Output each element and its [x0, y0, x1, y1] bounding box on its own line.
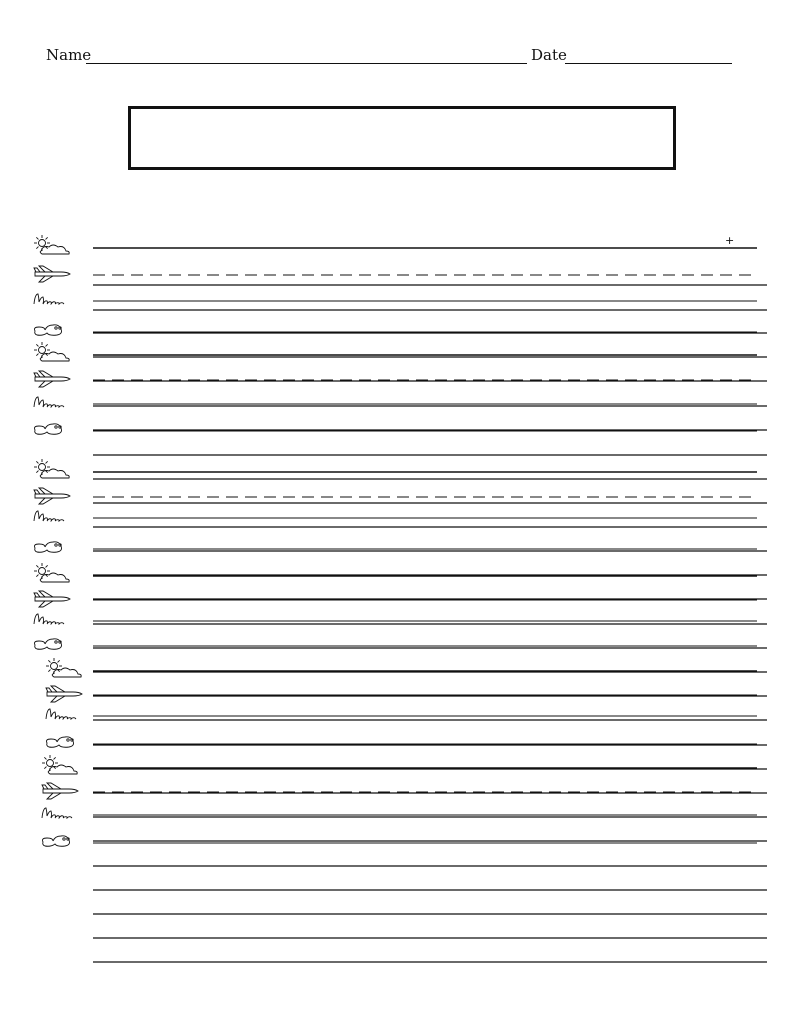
name-label: Name [46, 46, 92, 64]
sky-icon [34, 459, 69, 478]
guide-plus-mark: + [725, 234, 735, 247]
worm-icon [35, 325, 62, 335]
airplane-icon [46, 686, 82, 702]
grass-icon [34, 511, 64, 521]
worm-icon [35, 424, 62, 434]
grass-icon [42, 808, 72, 818]
airplane-icon [34, 266, 70, 282]
airplane-icon [34, 591, 70, 607]
grass-icon [34, 397, 64, 407]
worm-icon [35, 542, 62, 552]
sky-icon [34, 342, 69, 361]
sky-icon [46, 658, 81, 677]
sky-icon [34, 235, 69, 254]
sky-icon [42, 755, 77, 774]
sky-icon [34, 563, 69, 582]
airplane-icon [42, 783, 78, 799]
airplane-icon [34, 371, 70, 387]
worm-icon [35, 639, 62, 649]
grass-icon [34, 614, 64, 624]
worm-icon [43, 836, 70, 846]
date-label: Date [531, 46, 567, 64]
airplane-icon [34, 488, 70, 504]
grass-icon [46, 709, 76, 719]
worm-icon [47, 737, 74, 747]
grass-icon [34, 294, 64, 304]
